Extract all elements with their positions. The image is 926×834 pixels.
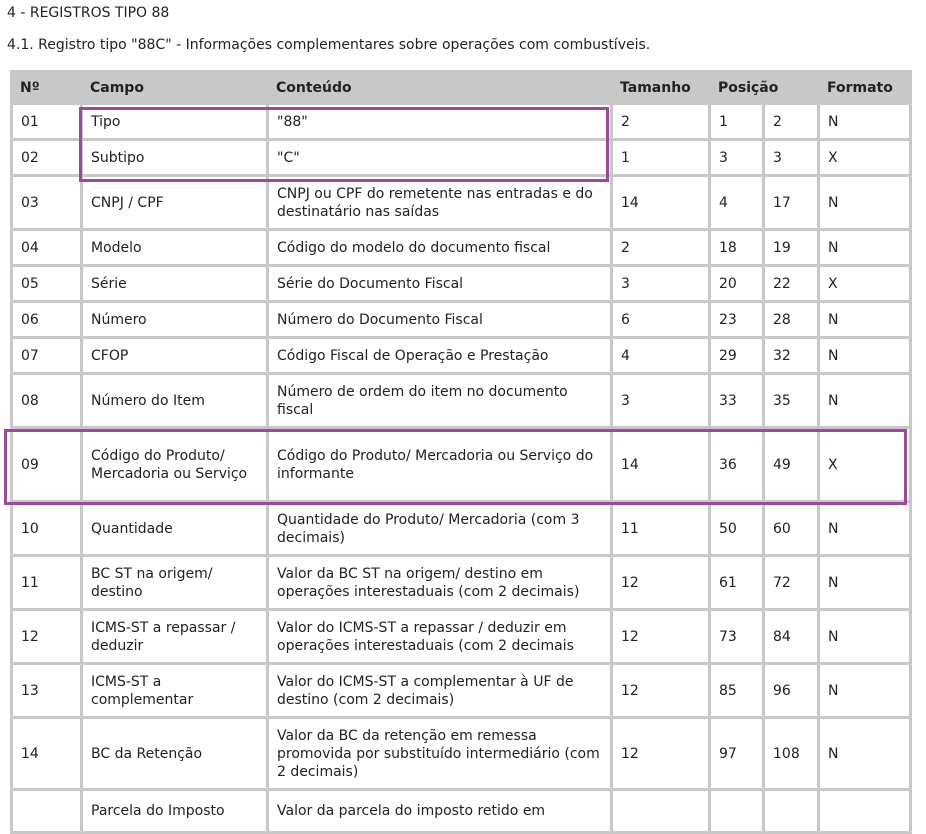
- cell-posicao-final: 32: [765, 339, 817, 372]
- table-row: [13, 503, 909, 554]
- cell-tamanho: 4: [613, 339, 708, 372]
- cell-tamanho: 2: [613, 231, 708, 264]
- cell-formato: X: [820, 267, 909, 300]
- cell-conteudo: Número do Documento Fiscal: [269, 303, 610, 336]
- cell-tamanho: 12: [613, 719, 708, 788]
- cell-posicao-final: 49: [765, 429, 817, 500]
- cell-tamanho: [613, 791, 708, 831]
- cell-number: 10: [13, 503, 80, 554]
- cell-formato: X: [820, 429, 909, 500]
- cell-conteudo: CNPJ ou CPF do remetente nas entradas e do destinatário nas saídas: [269, 177, 610, 228]
- cell-tamanho: 1: [613, 141, 708, 174]
- cell-tamanho: 11: [613, 503, 708, 554]
- cell-posicao-inicial: 23: [711, 303, 762, 336]
- cell-posicao-inicial: 85: [711, 665, 762, 716]
- cell-campo: Número do Item: [83, 375, 266, 426]
- cell-posicao-final: 84: [765, 611, 817, 662]
- table-row: [13, 791, 909, 831]
- table-row: [13, 231, 909, 264]
- cell-formato: N: [820, 177, 909, 228]
- cell-campo: Número: [83, 303, 266, 336]
- cell-campo: CNPJ / CPF: [83, 177, 266, 228]
- cell-formato: N: [820, 665, 909, 716]
- cell-campo: Tipo: [83, 105, 266, 138]
- cell-posicao-inicial: 3: [711, 141, 762, 174]
- col-header-formato: Formato: [820, 73, 909, 102]
- cell-conteudo: "88": [269, 105, 610, 138]
- table-row: [13, 267, 909, 300]
- cell-posicao-final: 2: [765, 105, 817, 138]
- cell-conteudo: Código do Produto/ Mercadoria ou Serviço do informante: [269, 429, 610, 500]
- cell-posicao-final: 60: [765, 503, 817, 554]
- cell-conteudo: Valor do ICMS-ST a repassar / deduzir em operações interestaduais (com 2 decimais: [269, 611, 610, 662]
- cell-conteudo: Valor da parcela do imposto retido em: [269, 791, 610, 831]
- table-row: [13, 141, 909, 174]
- col-header-posicao: Posição: [711, 73, 817, 102]
- cell-conteudo: Código do modelo do documento fiscal: [269, 231, 610, 264]
- section-heading: 4 - REGISTROS TIPO 88: [7, 5, 170, 21]
- cell-number: 02: [13, 141, 80, 174]
- cell-conteudo: Valor da BC ST na origem/ destino em operações interestaduais (com 2 decimais): [269, 557, 610, 608]
- cell-number: 06: [13, 303, 80, 336]
- cell-posicao-final: 28: [765, 303, 817, 336]
- cell-number: 13: [13, 665, 80, 716]
- cell-campo: ICMS-ST a complementar: [83, 665, 266, 716]
- cell-conteudo: Número de ordem do item no documento fiscal: [269, 375, 610, 426]
- cell-tamanho: 12: [613, 665, 708, 716]
- cell-number: 09: [13, 429, 80, 500]
- col-header-tamanho: Tamanho: [613, 73, 708, 102]
- cell-posicao-final: 17: [765, 177, 817, 228]
- table-row: [13, 177, 909, 228]
- subsection-heading: 4.1. Registro tipo "88C" - Informações complementares sobre operações com combustíveis.: [7, 37, 651, 53]
- cell-formato: N: [820, 375, 909, 426]
- cell-number: [13, 791, 80, 831]
- cell-number: 14: [13, 719, 80, 788]
- cell-conteudo: Valor do ICMS-ST a complementar à UF de destino (com 2 decimais): [269, 665, 610, 716]
- cell-formato: N: [820, 231, 909, 264]
- cell-number: 01: [13, 105, 80, 138]
- cell-posicao-inicial: [711, 791, 762, 831]
- table-row: [13, 339, 909, 372]
- cell-posicao-inicial: 50: [711, 503, 762, 554]
- col-header-number: Nº: [13, 73, 80, 102]
- cell-campo: Quantidade: [83, 503, 266, 554]
- cell-campo: Parcela do Imposto: [83, 791, 266, 831]
- cell-posicao-final: 22: [765, 267, 817, 300]
- cell-formato: [820, 791, 909, 831]
- cell-number: 12: [13, 611, 80, 662]
- cell-tamanho: 14: [613, 429, 708, 500]
- cell-number: 07: [13, 339, 80, 372]
- cell-tamanho: 2: [613, 105, 708, 138]
- col-header-conteudo: Conteúdo: [269, 73, 610, 102]
- cell-campo: Série: [83, 267, 266, 300]
- cell-formato: N: [820, 719, 909, 788]
- cell-posicao-inicial: 33: [711, 375, 762, 426]
- col-header-campo: Campo: [83, 73, 266, 102]
- cell-posicao-final: 19: [765, 231, 817, 264]
- cell-number: 08: [13, 375, 80, 426]
- table-row: [13, 105, 909, 138]
- cell-number: 03: [13, 177, 80, 228]
- cell-formato: N: [820, 303, 909, 336]
- cell-formato: N: [820, 557, 909, 608]
- cell-posicao-inicial: 97: [711, 719, 762, 788]
- record-layout-table: [10, 70, 912, 834]
- cell-tamanho: 3: [613, 267, 708, 300]
- cell-number: 04: [13, 231, 80, 264]
- cell-conteudo: "C": [269, 141, 610, 174]
- cell-formato: N: [820, 503, 909, 554]
- cell-campo: ICMS-ST a repassar / deduzir: [83, 611, 266, 662]
- cell-number: 11: [13, 557, 80, 608]
- cell-campo: Código do Produto/ Mercadoria ou Serviço: [83, 429, 266, 500]
- cell-posicao-final: 3: [765, 141, 817, 174]
- cell-conteudo: Código Fiscal de Operação e Prestação: [269, 339, 610, 372]
- cell-campo: BC da Retenção: [83, 719, 266, 788]
- cell-tamanho: 6: [613, 303, 708, 336]
- cell-conteudo: Valor da BC da retenção em remessa promovida por substituído intermediário (com 2 decimais): [269, 719, 610, 788]
- cell-posicao-inicial: 36: [711, 429, 762, 500]
- cell-formato: X: [820, 141, 909, 174]
- cell-posicao-final: 72: [765, 557, 817, 608]
- cell-campo: CFOP: [83, 339, 266, 372]
- cell-posicao-inicial: 20: [711, 267, 762, 300]
- cell-conteudo: Série do Documento Fiscal: [269, 267, 610, 300]
- table-row: [13, 375, 909, 426]
- table-row: [13, 429, 909, 500]
- cell-posicao-final: 96: [765, 665, 817, 716]
- cell-posicao-final: [765, 791, 817, 831]
- table-row: [13, 719, 909, 788]
- table-row: [13, 557, 909, 608]
- cell-formato: N: [820, 339, 909, 372]
- cell-conteudo: Quantidade do Produto/ Mercadoria (com 3 decimais): [269, 503, 610, 554]
- cell-number: 05: [13, 267, 80, 300]
- cell-tamanho: 3: [613, 375, 708, 426]
- cell-posicao-inicial: 61: [711, 557, 762, 608]
- cell-posicao-inicial: 73: [711, 611, 762, 662]
- cell-posicao-inicial: 29: [711, 339, 762, 372]
- cell-posicao-final: 108: [765, 719, 817, 788]
- cell-posicao-inicial: 4: [711, 177, 762, 228]
- cell-posicao-inicial: 1: [711, 105, 762, 138]
- cell-posicao-inicial: 18: [711, 231, 762, 264]
- table-row: [13, 611, 909, 662]
- cell-campo: Modelo: [83, 231, 266, 264]
- table-row: [13, 665, 909, 716]
- cell-formato: N: [820, 611, 909, 662]
- table-header-row: [13, 73, 909, 102]
- table-row: [13, 303, 909, 336]
- cell-formato: N: [820, 105, 909, 138]
- cell-tamanho: 12: [613, 557, 708, 608]
- cell-campo: BC ST na origem/ destino: [83, 557, 266, 608]
- cell-campo: Subtipo: [83, 141, 266, 174]
- cell-tamanho: 12: [613, 611, 708, 662]
- cell-posicao-final: 35: [765, 375, 817, 426]
- cell-tamanho: 14: [613, 177, 708, 228]
